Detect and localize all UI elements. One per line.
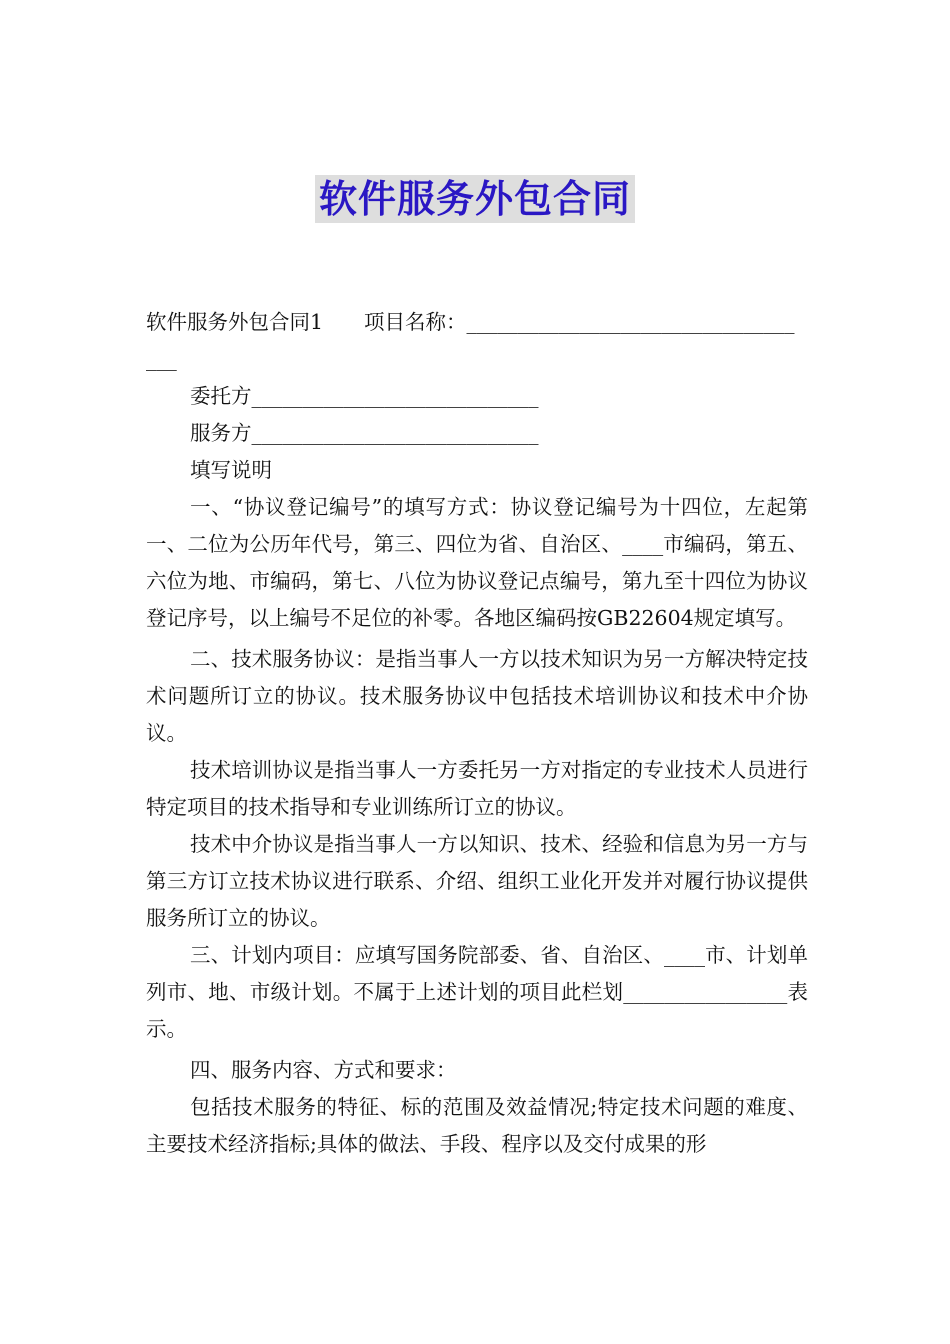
header-line: 软件服务外包合同1 项目名称：________________________________	[146, 310, 795, 334]
paragraph-registration-number: 一、“协议登记编号”的填写方式：协议登记编号为十四位，左起第一、二位为公历年代号，第三、四位为省、自治区、____市编码，第五、六位为地、市编码，第七、八位为协议登记点编号，第九至十四位为协议登记序号，以上编号不足位的补零。各地区编码按GB22604规定填写。	[146, 495, 808, 630]
instructions-heading: 填写说明	[190, 458, 272, 482]
document-body	[146, 304, 808, 1163]
paragraph-technical-intermediary: 技术中介协议是指当事人一方以知识、技术、经验和信息为另一方与第三方订立技术协议进行联系、介绍、组织工业化开发并对履行协议提供服务所订立的协议。	[146, 832, 808, 930]
paragraph-technical-service: 二、技术服务协议：是指当事人一方以技术知识为另一方解决特定技术问题所订立的协议。技术服务协议中包括技术培训协议和技术中介协议。	[146, 647, 808, 745]
paragraph-planned-projects: 三、计划内项目：应填写国务院部委、省、自治区、____市、计划单列市、地、市级计划。不属于上述计划的项目此栏划________________表示。	[146, 943, 808, 1041]
title-container	[0, 175, 950, 223]
header-line-continuation: ___	[146, 347, 177, 371]
paragraph-service-content: 包括技术服务的特征、标的范围及效益情况;特定技术问题的难度、主要技术经济指标;具体的做法、手段、程序以及交付成果的形	[146, 1095, 808, 1156]
paragraph-service-content-heading: 四、服务内容、方式和要求：	[190, 1058, 457, 1082]
client-line: 委托方____________________________	[190, 384, 539, 408]
document-title: 软件服务外包合同	[315, 175, 635, 223]
paragraph-technical-training: 技术培训协议是指当事人一方委托另一方对指定的专业技术人员进行特定项目的技术指导和专业训练所订立的协议。	[146, 758, 808, 819]
provider-line: 服务方____________________________	[190, 421, 539, 445]
